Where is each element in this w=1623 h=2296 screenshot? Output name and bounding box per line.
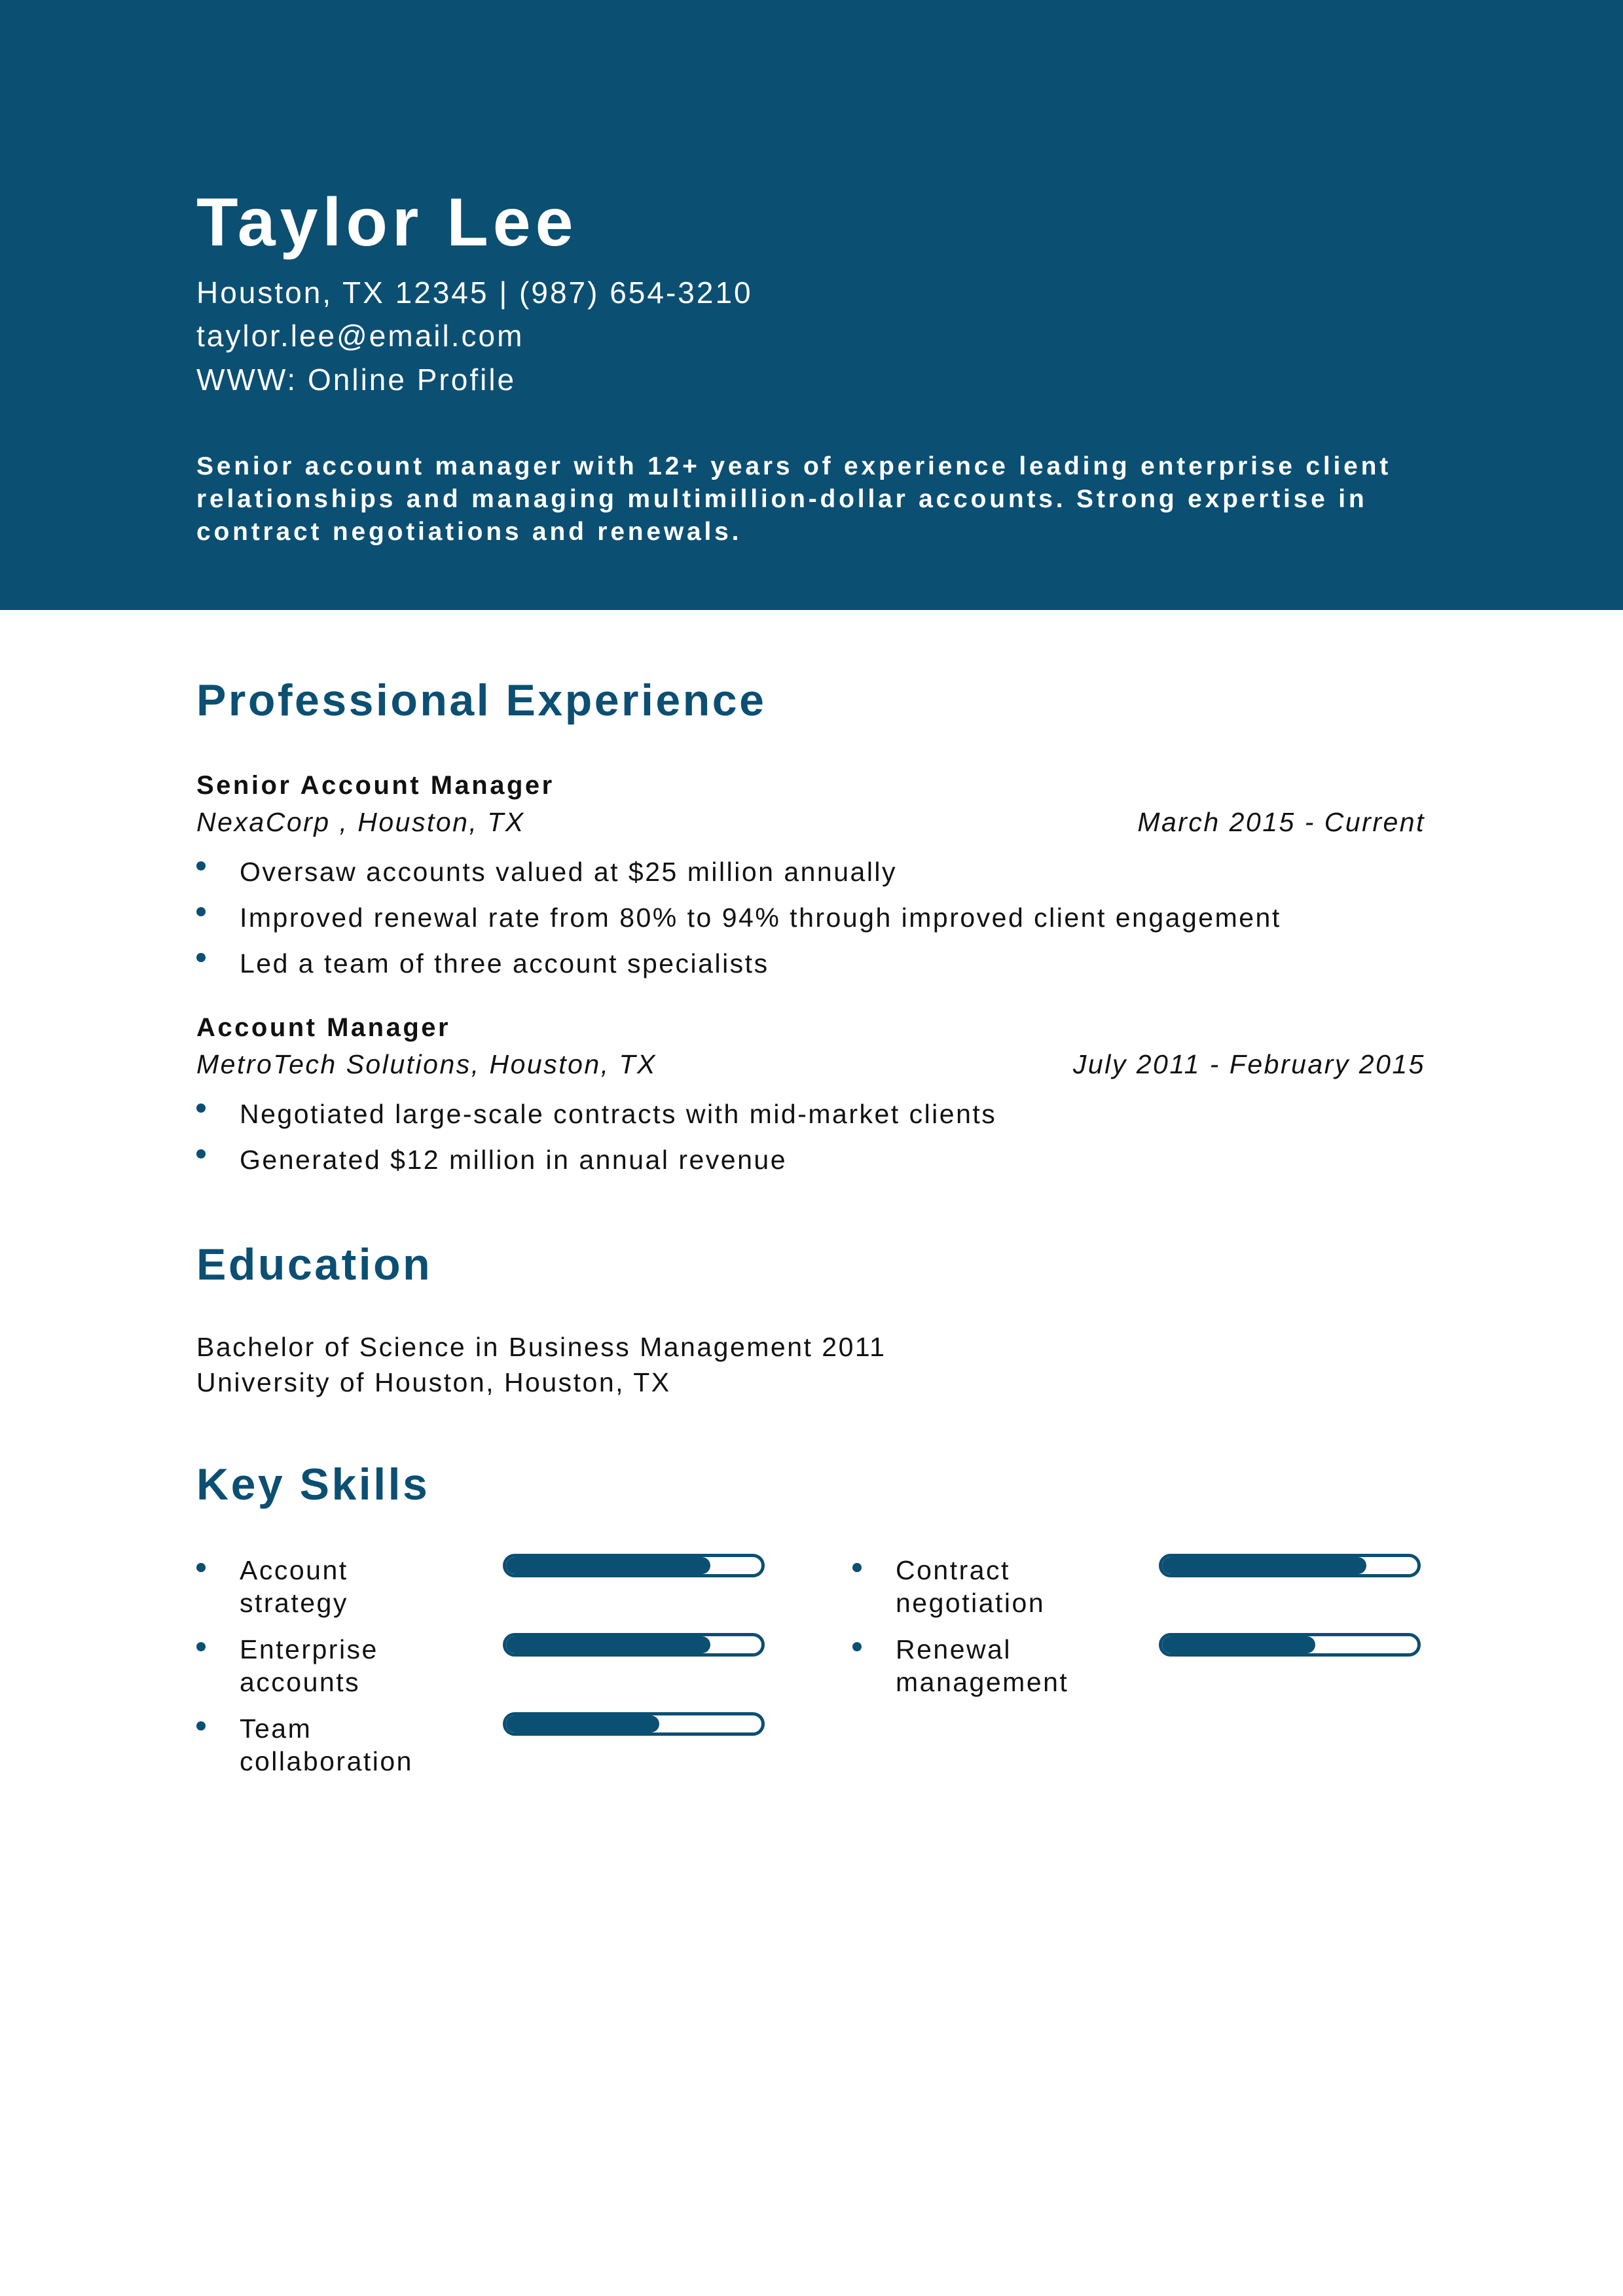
skill-label: Enterprise accounts [240, 1634, 378, 1697]
job-company: MetroTech Solutions, Houston, TX [196, 1049, 657, 1079]
header-banner [0, 0, 1623, 610]
email-address[interactable]: taylor.lee@email.com [196, 319, 524, 353]
bullet-icon [196, 1721, 206, 1731]
skill-item [196, 1554, 786, 1626]
skill-label: Team collaboration [240, 1713, 413, 1776]
bullet-icon [196, 1563, 206, 1572]
skills-heading: Key Skills [196, 1460, 430, 1509]
bullet-icon [196, 907, 206, 916]
school: University of Houston, Houston, TX [196, 1367, 671, 1397]
candidate-name: Taylor Lee [196, 185, 578, 260]
bullet-icon [852, 1563, 862, 1572]
job-dates: July 2011 - February 2015 [1072, 1049, 1425, 1079]
bullet-icon [196, 1149, 206, 1158]
skill-level-fill [506, 1636, 710, 1653]
skill-level-bar [1159, 1554, 1421, 1577]
bullet-icon [196, 1103, 206, 1113]
skill-label: Contract negotiation [896, 1555, 1046, 1618]
skill-item [196, 1633, 786, 1705]
job-company: NexaCorp , Houston, TX [196, 807, 525, 837]
skill-level-bar [503, 1633, 765, 1657]
skill-level-bar [503, 1554, 765, 1577]
skill-label: Account strategy [240, 1555, 348, 1618]
skill-label: Renewal management [896, 1634, 1069, 1697]
skill-level-fill [506, 1715, 659, 1732]
skill-level-bar [1159, 1633, 1421, 1657]
job-title: Account Manager [196, 1013, 451, 1042]
bullet-icon [196, 1642, 206, 1651]
skill-level-bar [503, 1712, 765, 1736]
bullet-text: Negotiated large-scale contracts with mid-market clients [240, 1099, 997, 1129]
bullet-icon [196, 861, 206, 870]
degree: Bachelor of Science in Business Management 2011 [196, 1332, 886, 1362]
location-phone: Houston, TX 12345 | (987) 654-3210 [196, 276, 753, 310]
bullet-text: Oversaw accounts valued at $25 million annually [240, 857, 898, 887]
skill-item [196, 1712, 786, 1784]
job-title: Senior Account Manager [196, 771, 555, 800]
bullet-text: Generated $12 million in annual revenue [240, 1145, 788, 1175]
profile-summary: Senior account manager with 12+ years of experience leading enterprise client relationships and managing multimillion-dollar accounts. Strong expertise in contract negotiations and renewals. [196, 452, 1392, 546]
experience-heading: Professional Experience [196, 675, 767, 725]
bullet-text: Improved renewal rate from 80% to 94% through improved client engagement [240, 903, 1281, 933]
skill-item [852, 1633, 1442, 1705]
skill-level-fill [1162, 1557, 1366, 1574]
bullet-text: Led a team of three account specialists [240, 948, 769, 978]
bullet-icon [852, 1642, 862, 1651]
education-heading: Education [196, 1240, 433, 1289]
skill-level-fill [1162, 1636, 1315, 1653]
bullet-icon [196, 953, 206, 962]
job-dates: March 2015 - Current [1137, 807, 1425, 837]
skill-level-fill [506, 1557, 710, 1574]
skill-item [852, 1554, 1442, 1626]
website-link[interactable]: WWW: Online Profile [196, 363, 517, 397]
